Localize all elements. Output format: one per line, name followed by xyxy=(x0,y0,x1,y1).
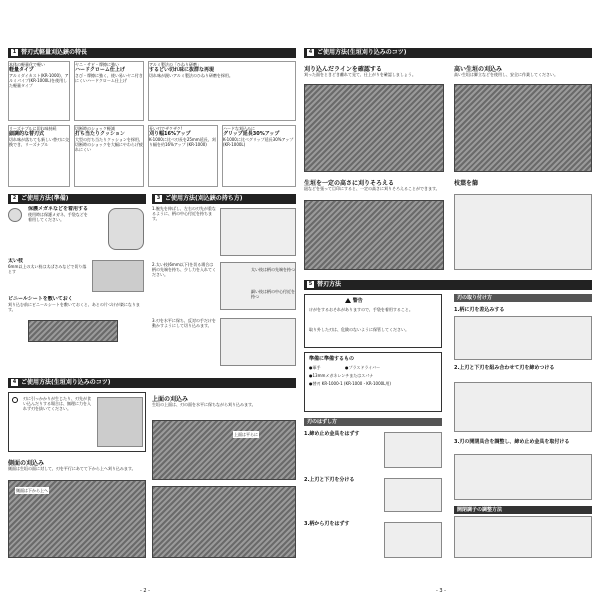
replace-header: 5 替刃方法 xyxy=(304,280,592,290)
feature-box: 長い刃でザクザク! 刈り幅16%アップ K-1000に比べ刃長を25mm延長、刈り幅を約16%アップ (KR-1000) xyxy=(148,125,218,187)
right-page xyxy=(304,48,592,594)
attach-step: 2.上刃と下刃を組み合わせて刃を締めつける xyxy=(454,365,555,371)
warning-icon xyxy=(345,298,351,303)
left-page xyxy=(8,48,296,594)
side-title: 側面の刈込み xyxy=(8,460,45,467)
usage-item: ビニールシートを敷いておく 刈り込む前にビニールシートを敷いておくと、あとの片づけが楽になります。 xyxy=(8,296,140,312)
blade-attach-illustration xyxy=(454,382,592,432)
side-hedge-illustration: 側面は下から上へ xyxy=(8,480,146,558)
blade-attach-illustration xyxy=(454,454,592,500)
remove-step: 2.上刃と下刃を分ける xyxy=(304,477,355,483)
blade-remove-illustration xyxy=(384,432,442,468)
grip-illustration xyxy=(220,208,296,256)
remove-title: 刃のはずし方 xyxy=(304,418,442,426)
worker-illustration xyxy=(108,208,144,250)
grip-illustration xyxy=(220,318,296,366)
tip-title: 刈り込んだラインを確認する xyxy=(304,66,382,73)
feature-box: 本体の軽量化で軽い 軽量タイプ アルミダイカスト(KR-1000)、アルミパイプ(KR-1000L)を使用した軽量タイプ xyxy=(8,61,70,121)
blade-remove-illustration xyxy=(384,478,442,512)
remove-step: 1.締め止め金具をはずす xyxy=(304,431,360,437)
attach-step: 3.刃の開閉具合を調整し、締め止め金具を取付ける xyxy=(454,439,570,445)
warning-box: 警告 けがをするおそれがありますので、手袋を着用すること。 取り外した刃は、危険のないように保管してください。 xyxy=(304,294,442,348)
feature-box: リーズナブルに切れ味持続 細調的な替刃式 切れ味が落ちても新しい替刃に交換でき、リーズナブル xyxy=(8,125,70,187)
page-number: - 2 - xyxy=(140,588,150,594)
tip-body: 紐などを張って目印にすると、一定の高さに刈りそろえることができます。 xyxy=(304,186,440,191)
branch-illustration xyxy=(92,260,144,292)
page-number: - 3 - xyxy=(436,588,446,594)
tip-body: 刈った面をときどき離れて見て、仕上がりを確認しましょう。 xyxy=(304,72,416,77)
tip-title: 枝葉を篩 xyxy=(454,180,479,187)
height-guide-illustration xyxy=(304,200,444,270)
top-hedge-illustration: 上面は平らに xyxy=(152,420,296,480)
warning-circle-icon xyxy=(8,208,22,222)
grip-step: 2.太い枝(6mm以下)を切る場合は柄の先端を持ち、少し力を入れてください。 xyxy=(152,262,216,277)
usage-header: 2 ご使用方法(準備) xyxy=(8,194,146,204)
features-header: 1 替刃式軽量刈込鋏の特長 xyxy=(8,48,296,58)
usage-item: 保護メガネなどを着用する 使用時は保護メガネ、手袋などを着用してください。 xyxy=(28,206,89,222)
grip-step: 3.刃を水平に保ち、反対の手だけを動かすようにして切り込みます。 xyxy=(152,318,216,328)
tip-title: 生垣を一定の高さに刈りそろえる xyxy=(304,180,395,187)
feature-box: ヤニ・サビ・摩擦に強い ハードクローム仕上げ さび・摩擦に強く、使い易いヤニ付きにくいハードクローム仕上げ xyxy=(74,61,144,121)
grip-step: 1.腕先を伸ばし、左右の刃先が重なるように、柄の中心付近を持ちます。 xyxy=(152,206,216,221)
tips-header: 4 ご使用方法(生垣刈り込みのコツ) xyxy=(8,378,296,388)
grip-illustration: 太い枝は柄の先端を持つ 細い枝は柄の中心付近を持つ xyxy=(220,262,296,310)
top-hedge-illustration xyxy=(152,486,296,558)
feature-box: 切断時のショック軽減 打ち当たりクッション 大型の打ち当たりクッションを採用、切断時のショックを大幅にやわらげ疲れにくい xyxy=(74,125,144,187)
tip-title: 高い生垣の刈込み xyxy=(454,66,503,73)
usage-item: 太い枝 6mm以上の太い枝は太ばさみなどで切り落とす xyxy=(8,258,87,274)
blade-attach-illustration xyxy=(454,316,592,360)
line-check-illustration xyxy=(304,84,444,172)
blade-illustration xyxy=(97,397,143,447)
blade-remove-illustration xyxy=(384,522,442,558)
tall-hedge-illustration xyxy=(454,84,592,172)
prohibit-icon xyxy=(12,397,18,403)
grip-header: 3 ご使用方法(刈込鋏の持ち方) xyxy=(152,194,296,204)
attach-title: 刃の取り付け方 xyxy=(454,294,592,302)
attach-step: 1.柄に刃を差込みする xyxy=(454,307,505,313)
top-title: 上面の刈込み xyxy=(152,396,189,403)
feature-box: ハードな刈込みに グリップ延長30%アップ K-1000に比べグリップ延長30%アップ (KR-1000L) xyxy=(222,125,296,187)
tips-header: 4 ご使用方法(生垣刈り込みのコツ) xyxy=(304,48,592,58)
hedge-illustration xyxy=(28,320,118,342)
branch-trim-illustration xyxy=(454,194,592,270)
adjust-title: 開閉調子の調整方法 xyxy=(454,506,592,514)
side-body: 側面は生垣の面に対して、刃を平行にあてて下から上へ刈り込みます。 xyxy=(8,466,136,471)
top-body: 生垣の上面は、刃の面を水平に保ちながら刈り込みます。 xyxy=(152,402,256,407)
tip-warning: 刃に引っかかりが生じたり、刃先が食い込んだりする場合は、無理に力を入れず刃を抜いてください。 xyxy=(8,392,146,452)
tip-body: 高い生垣は脚立などを使用し、安全に作業してください。 xyxy=(454,72,558,77)
feature-box: アルミ製法の「ひねり研磨」 するどい切れ味に抜群な再現 切れ味が鋭いアルミ製法のひねり研磨を採用。 xyxy=(148,61,296,121)
remove-step: 3.柄から刃をはずす xyxy=(304,521,350,527)
prep-box: 準備に準備するもの ●軍手 ●プラスドライバー ●13mmメガネレンチまたはスパナ ●替刃 KR-1000-1 (KR-1000・KR-1000L用) xyxy=(304,352,442,412)
adjust-illustration xyxy=(454,516,592,558)
